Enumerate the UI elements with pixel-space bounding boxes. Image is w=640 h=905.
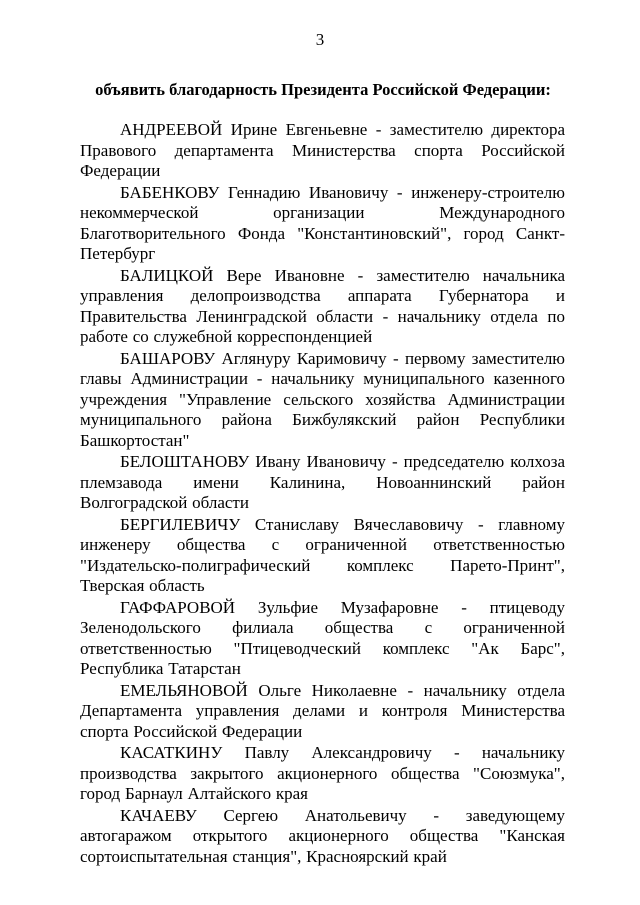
award-entry: БАЛИЦКОЙ Вере Ивановне - заместителю начальника управления делопроизводства аппарата Губернатора и Правительства Ленинградской области - начальнику отдела по работе со служебной корреспонденцией	[80, 265, 565, 346]
page-number: 3	[315, 30, 325, 49]
award-entry: БАШАРОВУ Аглянуру Каримовичу - первому заместителю главы Администрации - начальнику муниципального казенного учреждения "Управление сельского хозяйства Администрации муниципального района Бижбулякский район Республики Башкортостан"	[80, 348, 565, 450]
award-entry: БАБЕНКОВУ Геннадию Ивановичу - инженеру-строителю некоммерческой организации Международного Благотворительного Фонда "Константиновский", город Санкт-Петербург	[80, 182, 565, 263]
award-list	[80, 120, 565, 868]
award-entry: БЕРГИЛЕВИЧУ Станиславу Вячеславовичу - главному инженеру общества с ограниченной ответственностью "Издательско-полиграфический комплекс Парето-Принт", Тверская область	[80, 514, 565, 595]
award-entry: АНДРЕЕВОЙ Ирине Евгеньевне - заместителю директора Правового департамента Министерства спорта Российской Федерации	[80, 120, 565, 180]
award-entry: ГАФФАРОВОЙ Зульфие Музафаровне - птицеводу Зеленодольского филиала общества с ограниченной ответственностью "Птицеводческий комплекс "Ак Барс", Республика Татарстан	[80, 597, 565, 678]
award-entry: КАСАТКИНУ Павлу Александровичу - начальнику производства закрытого акционерного общества "Союзмука", город Барнаул Алтайского края	[80, 743, 565, 803]
award-entry: КАЧАЕВУ Сергею Анатольевичу - заведующему автогаражом открытого акционерного общества "Канская сортоиспытательная станция", Красноярский край	[80, 805, 565, 866]
decree-heading: объявить благодарность Президента Российской Федерации:	[95, 80, 551, 99]
award-entry: ЕМЕЛЬЯНОВОЙ Ольге Николаевне - начальнику отдела Департамента управления делами и контроля Министерства спорта Российской Федерации	[80, 680, 565, 741]
award-entry: БЕЛОШТАНОВУ Ивану Ивановичу - председателю колхоза племзавода имени Калинина, Новоаннинский район Волгоградской области	[80, 452, 565, 512]
